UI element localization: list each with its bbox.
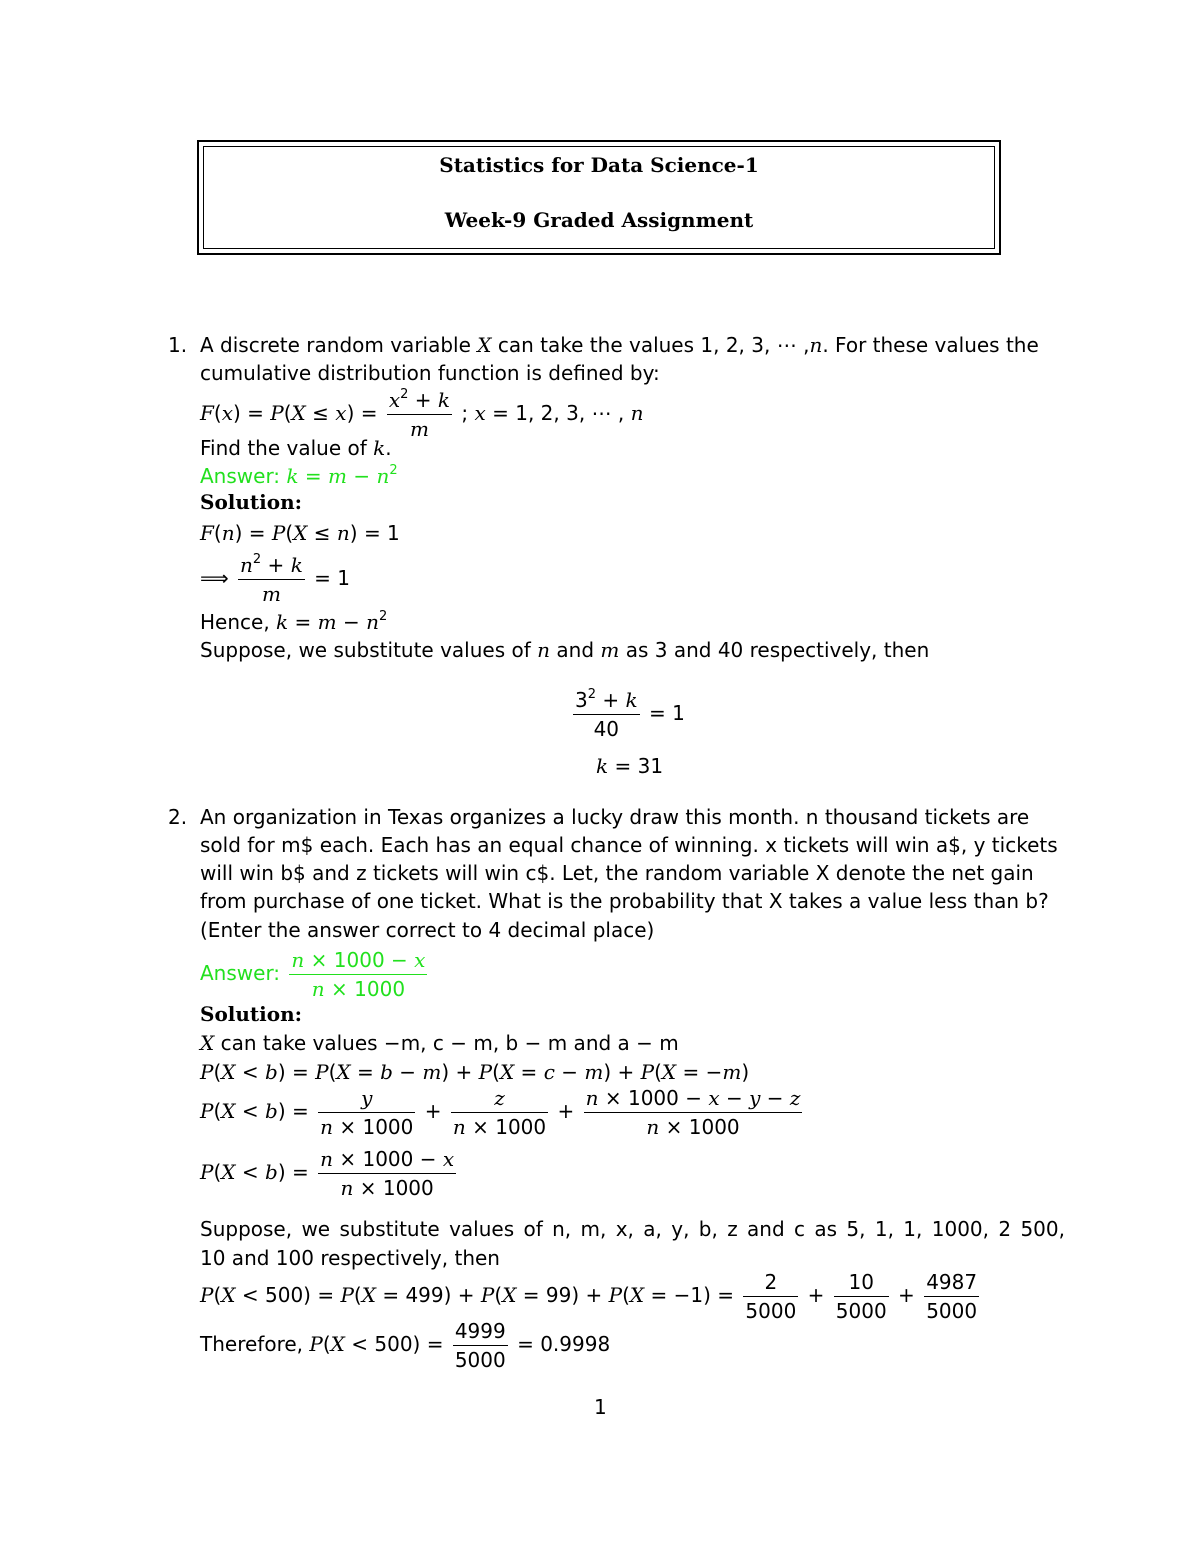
q2-line3: will win b$ and z tickets will win c$. Let, the random variable X denote the net gain bbox=[200, 861, 1034, 885]
title-box bbox=[197, 140, 1001, 255]
q1-hence: Hence, $k = m - n^2$ bbox=[200, 609, 388, 634]
q1-suppose: Suppose, we substitute values of n and m as 3 and 40 respectively, then bbox=[200, 638, 930, 662]
q2-prob-simplified: P(X < b) = $\frac{n \times 1000 - x}{n \times 1000}$ bbox=[200, 1147, 455, 1200]
assignment-title: Week-9 Graded Assignment bbox=[444, 208, 754, 232]
q1-number: 1. bbox=[168, 333, 188, 357]
q2-solution-label: Solution: bbox=[200, 1002, 303, 1026]
q1-sol-step2: ⟹ $\frac{n^2 + k}{m}$ = 1 bbox=[200, 552, 351, 606]
q1-result: k = 31 bbox=[596, 754, 664, 778]
q2-suppose-line1: Suppose, we substitute values of n, m, x, a, y, b, z and c as 5, 1, 1, 1000, 2 500, bbox=[200, 1217, 1065, 1241]
course-title: Statistics for Data Science-1 bbox=[439, 153, 759, 177]
q1-substituted-eq: $\frac{3^2 + k}{40}$ = 1 bbox=[575, 687, 685, 741]
q2-values: X can take values −m, c − m, b − m and a − m bbox=[200, 1031, 679, 1055]
q2-number: 2. bbox=[168, 805, 188, 829]
q1-find: Find the value of k. bbox=[200, 436, 392, 460]
q2-answer: Answer: $\frac{n \times 1000 - x}{n \times 1000}$ bbox=[200, 948, 426, 1001]
q1-stem-line2: cumulative distribution function is defined by: bbox=[200, 361, 660, 385]
q2-prob-sum: P(X < b) = P(X = b − m) + P(X = c − m) + P(X = −m) bbox=[200, 1060, 750, 1084]
q1-answer: Answer: $k = m - n^2$ bbox=[200, 463, 398, 488]
q2-line2: sold for m$ each. Each has an equal chance of winning. x tickets will win a$, y tickets bbox=[200, 833, 1058, 857]
q2-line4: from purchase of one ticket. What is the probability that X takes a value less than b? bbox=[200, 889, 1049, 913]
q2-suppose-line2: 10 and 100 respectively, then bbox=[200, 1246, 500, 1270]
page-number: 1 bbox=[594, 1395, 607, 1419]
q1-cdf-formula: F(x) = P(X ≤ x) = $\frac{x^2 + k}{m}$ ; x = 1, 2, 3, ⋯ , n bbox=[200, 387, 644, 441]
q1-solution-label: Solution: bbox=[200, 490, 303, 514]
q2-prob-fracs: P(X < b) = $\frac{y}{n \times 1000}$ + $\frac{z}{n \times 1000}$ + $\frac{n \times 1000 - x - y - z}{n \times 1000}$ bbox=[200, 1086, 801, 1139]
q1-sol-step1: F(n) = P(X ≤ n) = 1 bbox=[200, 521, 400, 545]
q2-therefore: Therefore, P(X < 500) = $\frac{4999}{5000}$ = 0.9998 bbox=[200, 1319, 611, 1372]
q2-line1: An organization in Texas organizes a lucky draw this month. n thousand tickets are bbox=[200, 805, 1030, 829]
q1-stem-line1: A discrete random variable X can take the values 1, 2, 3, ⋯ ,n. For these values the bbox=[200, 333, 1039, 357]
q2-numeric-eq: P(X < 500) = P(X = 499) + P(X = 99) + P(X = −1) = $\frac{2}{5000}$ + $\frac{10}{5000}$ + $\frac{4987}{5000}$ bbox=[200, 1270, 978, 1323]
q2-line5: (Enter the answer correct to 4 decimal place) bbox=[200, 918, 655, 942]
